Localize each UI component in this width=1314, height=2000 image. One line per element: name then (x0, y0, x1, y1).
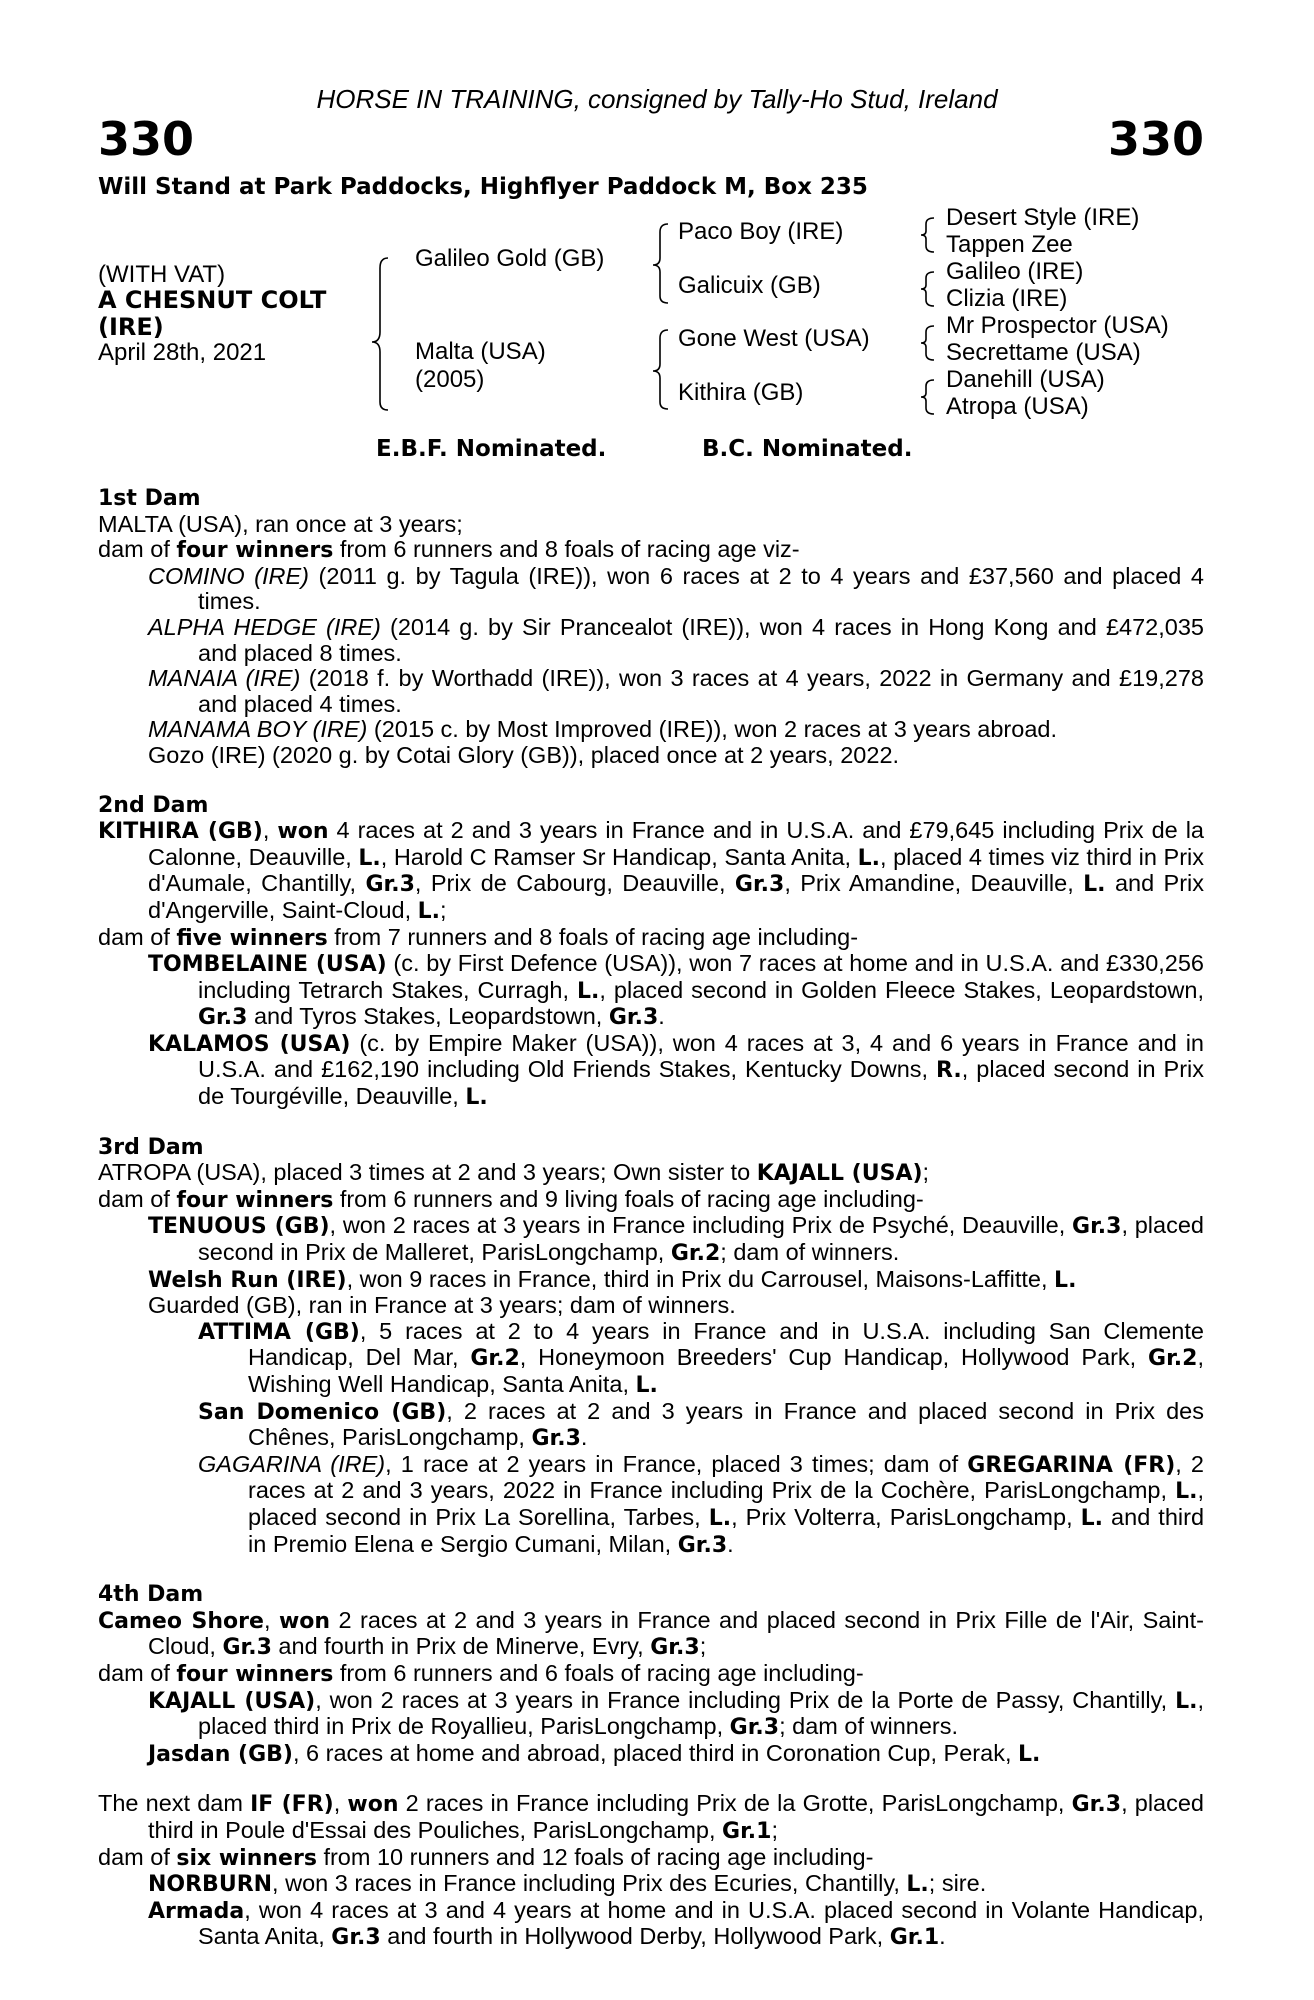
produce-entry: Guarded (GB), ran in France at 3 years; dam of winners. (148, 1292, 736, 1319)
sire-name: Galileo Gold (GB) (415, 245, 605, 272)
produce-entry: KAJALL (USA), won 2 races at 3 years in France including Prix de la Porte de Passy, Chantilly, L., placed third in Prix de Royallieu, ParisLongchamp, Gr.3; dam of winners. (148, 1686, 1205, 1741)
produce-entry: ALPHA HEDGE (IRE) (2014 g. by Sir Prancealot (IRE)), won 4 races in Hong Kong and £472,035 and placed 8 times. (148, 613, 1204, 666)
ebf-nominated: E.B.F. Nominated. (376, 436, 607, 462)
lot-name-line2: (IRE) (98, 313, 164, 341)
grand-ancestor-3: Galileo (IRE) (946, 258, 1084, 285)
produce-entry: TOMBELAINE (USA) (c. by First Defence (USA)), won 7 races at home and in U.S.A. and £330,256 including Tetrarch Stakes, Curragh, L., placed second in Golden Fleece Stakes, Leopardstown, Gr.3 and Tyros Stakes, Leopardstown, Gr.3. (148, 950, 1204, 1031)
first-dam-line: MALTA (USA), ran once at 3 years; (98, 510, 463, 537)
next-dam-record: The next dam IF (FR), won 2 races in France including Prix de la Grotte, ParisLongchamp, Gr.3, placed third in Poule d'Essai des Pouliches, ParisLongchamp, Gr.1; (98, 1790, 1205, 1844)
dam-dam: Kithira (GB) (678, 379, 804, 406)
dam-sire: Gone West (USA) (678, 325, 870, 352)
dam-year: (2005) (415, 366, 485, 393)
second-dam-produce-summary: dam of five winners from 7 runners and 8 foals of racing age including- (98, 923, 859, 951)
produce-entry: TENUOUS (GB), won 2 races at 3 years in France including Prix de Psyché, Deauville, Gr.3, placed second in Prix de Malleret, ParisLongchamp, Gr.2; dam of winners. (148, 1212, 1204, 1267)
grand-ancestor-5: Mr Prospector (USA) (946, 312, 1169, 339)
fourth-dam-heading: 4th Dam (98, 1582, 204, 1608)
dam-name: Malta (USA) (415, 338, 546, 365)
produce-entry: Jasdan (GB), 6 races at home and abroad, placed third in Coronation Cup, Perak, L. (148, 1739, 1041, 1767)
second-dam-heading: 2nd Dam (98, 792, 209, 818)
grand-produce-entry: San Domenico (GB), 2 races at 2 and 3 years in France and placed second in Prix des Chênes, ParisLongchamp, Gr.3. (198, 1397, 1205, 1452)
fourth-dam-produce-summary: dam of four winners from 6 runners and 6 foals of racing age including- (98, 1659, 864, 1687)
sire-sire: Paco Boy (IRE) (678, 218, 844, 245)
catalogue-body (98, 486, 1204, 1951)
lot-number-left: 330 (98, 112, 195, 166)
grand-ancestor-1: Desert Style (IRE) (946, 204, 1140, 231)
second-dam-record: KITHIRA (GB), won 4 races at 2 and 3 years in France and in U.S.A. and £79,645 including Prix de la Calonne, Deauville, L., Harold C Ramser Sr Handicap, Santa Anita, L., placed 4 times viz third in Prix d'Aumale, Chantilly, Gr.3, Prix de Cabourg, Deauville, Gr.3, Prix Amandine, Deauville, L. and Prix d'Angerville, Saint-Cloud, L.; (98, 817, 1205, 924)
vat-note: (WITH VAT) (98, 261, 226, 288)
fourth-dam-record: Cameo Shore, won 2 races at 2 and 3 years in France and placed second in Prix Fille de l'Air, Saint-Cloud, Gr.3 and fourth in Prix de Minerve, Evry, Gr.3; (98, 1606, 1204, 1661)
grand-produce-entry: GAGARINA (IRE), 1 race at 2 years in France, placed 3 times; dam of GREGARINA (FR), 2 races at 2 and 3 years, 2022 in France including Prix de la Cochère, ParisLongchamp, L., placed second in Prix La Sorellina, Tarbes, L., Prix Volterra, ParisLongchamp, L. and third in Premio Elena e Sergio Cumani, Milan, Gr.3. (198, 1450, 1205, 1558)
grand-ancestor-8: Atropa (USA) (946, 393, 1089, 420)
produce-entry: Welsh Run (IRE), won 9 races in France, third in Prix du Carrousel, Maisons-Laffitte, L. (148, 1265, 1077, 1293)
grand-ancestor-7: Danehill (USA) (946, 366, 1105, 393)
produce-entry: Gozo (IRE) (2020 g. by Cotai Glory (GB)), placed once at 2 years, 2022. (148, 741, 900, 768)
produce-entry: Armada, won 4 races at 3 and 4 years at home and in U.S.A. placed second in Volante Handicap, Santa Anita, Gr.3 and fourth in Hollywood Derby, Hollywood Park, Gr.1. (148, 1896, 1204, 1951)
bc-nominated: B.C. Nominated. (702, 436, 913, 462)
first-dam-heading: 1st Dam (98, 486, 201, 511)
lot-name-line1: A CHESNUT COLT (98, 286, 327, 314)
grand-ancestor-2: Tappen Zee (946, 231, 1073, 258)
sire-dam: Galicuix (GB) (678, 272, 821, 299)
stand-location: Will Stand at Park Paddocks, Highflyer Paddock M, Box 235 (98, 174, 868, 200)
lot-number-right: 330 (1107, 112, 1204, 166)
produce-entry: NORBURN, won 3 races in France including Prix des Ecuries, Chantilly, L.; sire. (148, 1870, 987, 1898)
first-dam-produce-summary: dam of four winners from 6 runners and 8 foals of racing age viz- (98, 536, 800, 564)
third-dam-record: ATROPA (USA), placed 3 times at 2 and 3 years; Own sister to KAJALL (USA); (98, 1159, 930, 1187)
foaling-date: April 28th, 2021 (98, 339, 267, 366)
consignor-subtitle: HORSE IN TRAINING, consigned by Tally-Ho Stud, Ireland (316, 84, 998, 114)
produce-entry: MANAMA BOY (IRE) (2015 c. by Most Improved (IRE)), won 2 races at 3 years abroad. (148, 716, 1057, 743)
grand-ancestor-4: Clizia (IRE) (946, 285, 1068, 312)
third-dam-heading: 3rd Dam (98, 1134, 204, 1160)
produce-entry: MANAIA (IRE) (2018 f. by Worthadd (IRE)), won 3 races at 4 years, 2022 in Germany and £19,278 and placed 4 times. (148, 665, 1204, 717)
third-dam-produce-summary: dam of four winners from 6 runners and 9 living foals of racing age including- (98, 1185, 924, 1213)
produce-entry: COMINO (IRE) (2011 g. by Tagula (IRE)), won 6 races at 2 to 4 years and £37,560 and placed 4 times. (148, 562, 1204, 615)
grand-produce-entry: ATTIMA (GB), 5 races at 2 to 4 years in France and in U.S.A. including San Clemente Handicap, Del Mar, Gr.2, Honeymoon Breeders' Cup Handicap, Hollywood Park, Gr.2, Wishing Well Handicap, Santa Anita, L. (198, 1317, 1204, 1398)
produce-entry: KALAMOS (USA) (c. by Empire Maker (USA)), won 4 races at 3, 4 and 6 years in France and in U.S.A. and £162,190 including Old Friends Stakes, Kentucky Downs, R., placed second in Prix de Tourgéville, Deauville, L. (148, 1029, 1205, 1111)
grand-ancestor-6: Secrettame (USA) (946, 339, 1141, 366)
next-dam-produce-summary: dam of six winners from 10 runners and 12 foals of racing age including- (98, 1843, 874, 1871)
